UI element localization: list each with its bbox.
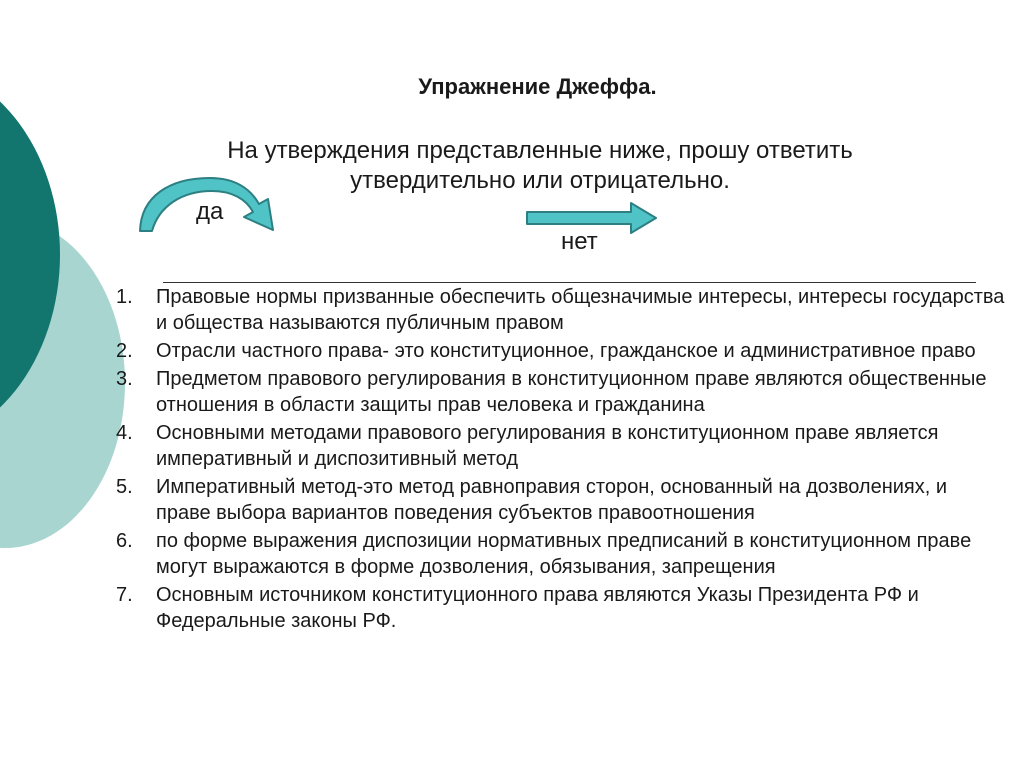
- item-number: 3.: [116, 368, 133, 390]
- item-number: 6.: [116, 530, 133, 552]
- list-item: [116, 338, 1006, 364]
- slide-subtitle: На утверждения представленные ниже, прошу ответить утвердительно или отрицательно.: [227, 137, 853, 194]
- item-text: по форме выражения диспозиции нормативных предписаний в конституционном праве могут выражаются в форме дозволения, обязывания, запрещения: [156, 530, 972, 578]
- list-item: [116, 366, 1006, 418]
- statement-list: [116, 284, 1006, 636]
- list-item: [116, 528, 1006, 580]
- item-number: 2.: [116, 340, 133, 362]
- item-number: 4.: [116, 422, 133, 444]
- list-item: [116, 284, 1006, 336]
- item-text: Отрасли частного права- это конституционное, гражданское и административное право: [156, 340, 976, 362]
- item-text: Предметом правового регулирования в конституционном праве являются общественные отношения в области защиты прав человека и гражданина: [156, 368, 987, 416]
- item-text: Основными методами правового регулирования в конституционном праве является императивный и диспозитивный метод: [156, 422, 939, 470]
- item-number: 7.: [116, 584, 133, 606]
- divider-line: [163, 282, 976, 283]
- item-text: Основным источником конституционного права являются Указы Президента РФ и Федеральные законы РФ.: [156, 584, 919, 632]
- answer-no-label: нет: [561, 228, 598, 255]
- item-text: Императивный метод-это метод равноправия сторон, основанный на дозволениях, и праве выбора вариантов поведения субъектов правоотношения: [156, 476, 948, 524]
- item-text: Правовые нормы призванные обеспечить общезначимые интересы, интересы государства и общества называются публичным правом: [156, 286, 1005, 334]
- answer-yes-label: да: [196, 198, 224, 225]
- list-item: [116, 582, 1006, 634]
- list-item: [116, 474, 1006, 526]
- item-number: 1.: [116, 286, 133, 308]
- list-item: [116, 420, 1006, 472]
- item-number: 5.: [116, 476, 133, 498]
- slide-title: Упражнение Джеффа.: [418, 74, 657, 99]
